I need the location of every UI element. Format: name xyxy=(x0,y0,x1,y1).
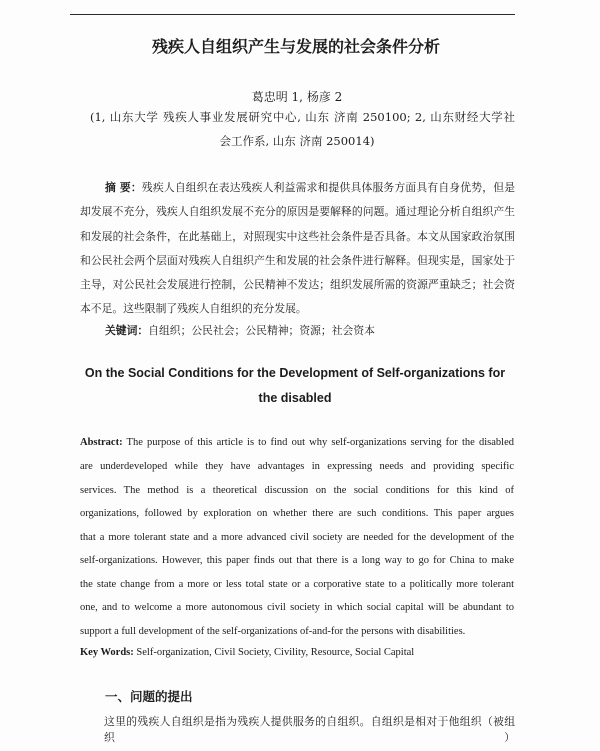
paper-title-en-line: the disabled xyxy=(258,391,332,405)
authors: 葛忠明 1, 杨彦 2 xyxy=(251,90,343,104)
abstract-en-line: organizations, followed by exploration on whether there are such conditions. This paper argues xyxy=(80,508,514,519)
paper-title-en-line: On the Social Conditions for the Development of Self-organizations for xyxy=(84,366,506,380)
keywords-cn-label: 关键词： xyxy=(105,324,149,337)
affiliation-line: 会工作系, 山东 济南 250014) xyxy=(219,134,375,148)
affiliation-line: (1, 山东大学 残疾人事业发展研究中心, 山东 济南 250100; 2, 山东财经大学社 xyxy=(90,110,515,124)
abstract-cn-line: 却发展不充分，残疾人自组织发展不充分的原因是要解释的问题。通过理论分析自组织产生 xyxy=(80,205,515,218)
abstract-cn-line: 本不足。这些限制了残疾人自组织的充分发展。 xyxy=(80,302,307,315)
abstract-en-text: The purpose of this article is to find out why self-organizations serving for the disabled xyxy=(122,437,514,448)
section-heading: 一、问题的提出 xyxy=(105,689,193,704)
keywords-en-text: Self-organization, Civil Society, Civility, Resource, Social Capital xyxy=(133,647,415,658)
abstract-cn-line: 主导，对公民社会发展进行控制，公民精神不发达；组织发展所需的资源严重缺乏；社会资 xyxy=(80,278,515,291)
abstract-en-line: the state change from a more or less total state or a corporative state to a politically more tolerant xyxy=(80,579,514,590)
paper-title-cn: 残疾人自组织产生与发展的社会条件分析 xyxy=(151,37,440,56)
abstract-en-line xyxy=(80,435,514,451)
keywords-en xyxy=(80,645,514,661)
abstract-en-line: support a full development of the self-organizations of-and-for the persons with disabilities. xyxy=(80,626,466,637)
abstract-cn-label: 摘 要： xyxy=(105,181,142,194)
keywords-cn xyxy=(105,323,375,339)
header-rule xyxy=(70,14,515,15)
abstract-en-line: are underdeveloped while they have advantages in expressing needs and providing specific xyxy=(80,461,514,472)
keywords-en-label: Key Words: xyxy=(80,647,134,658)
abstract-cn-line: 和公民社会两个层面对残疾人自组织产生和发展的社会条件进行解释。但现实是，国家处于 xyxy=(80,254,515,267)
abstract-en-line: self-organizations. However, this paper finds out that there is a long way to go for China to make xyxy=(80,555,514,566)
abstract-cn-text: 残疾人自组织在表达残疾人利益需求和提供具体服务方面具有自身优势，但是 xyxy=(141,181,516,194)
abstract-cn-line: 和发展的社会条件，在此基础上，对照现实中这些社会条件是否具备。本文从国家政治氛围 xyxy=(80,230,515,243)
abstract-en-line: that a more tolerant state and a more advanced civil society are needed for the development of the xyxy=(80,532,514,543)
body-paragraph-line: 这里的残疾人自组织是指为残疾人提供服务的自组织。自组织是相对于他组织（被组织） xyxy=(104,715,515,744)
abstract-cn-line xyxy=(105,180,515,196)
abstract-en-line: services. The method is a theoretical discussion on the social conditions for this kind of xyxy=(80,485,514,496)
abstract-en-line: one, and to welcome a more autonomous civil society in which social capital will be abundant to xyxy=(80,602,514,613)
abstract-en-label: Abstract: xyxy=(80,437,123,448)
keywords-cn-text: 自组织；公民社会；公民精神；资源；社会资本 xyxy=(148,324,375,337)
